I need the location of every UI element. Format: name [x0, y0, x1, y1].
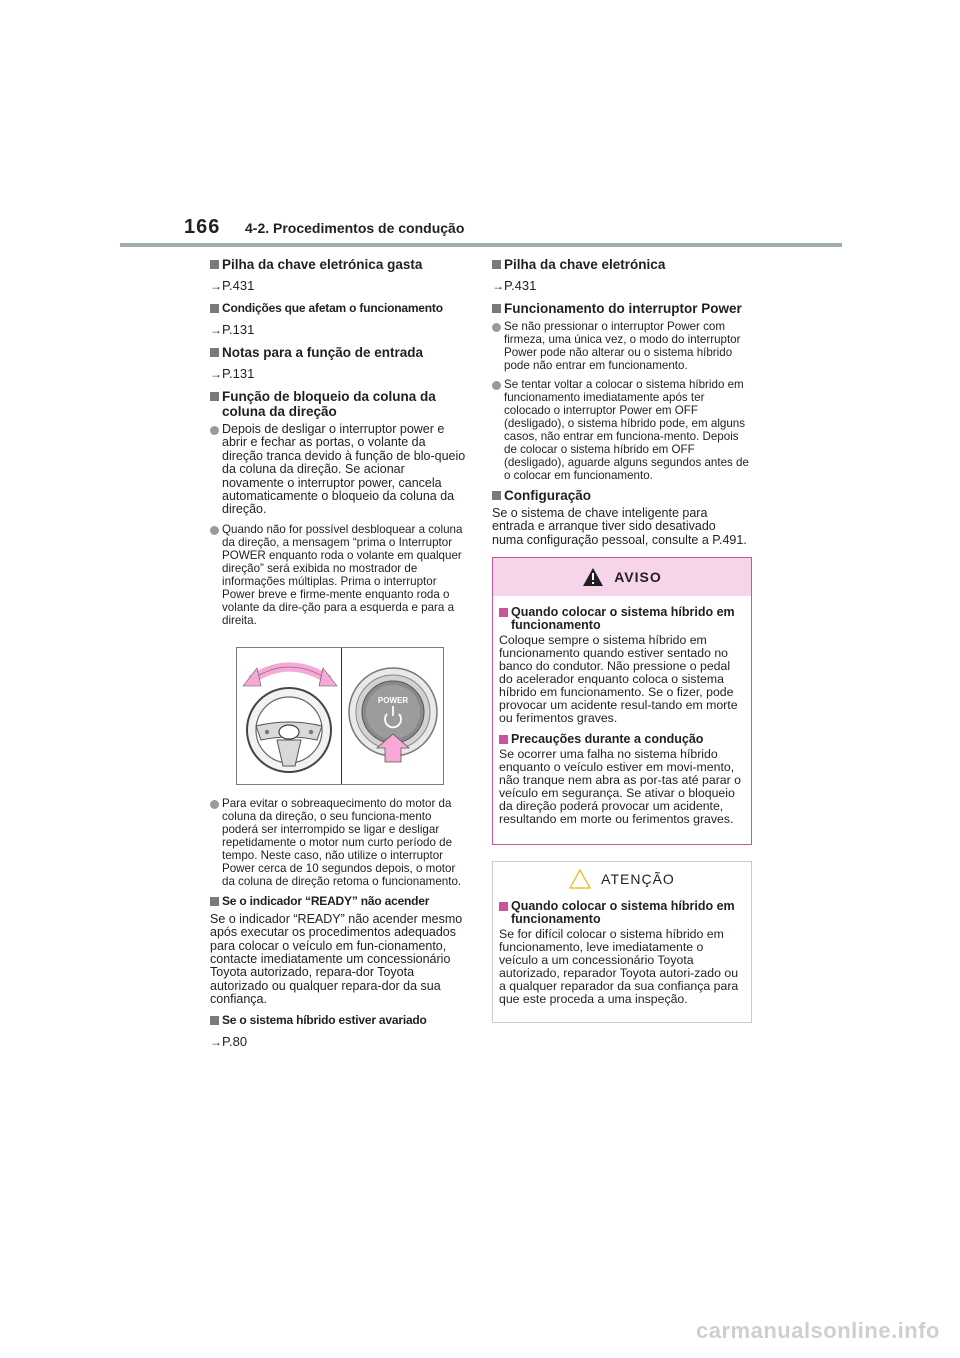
heading-text: Função de bloqueio da coluna da coluna da direção: [222, 389, 436, 419]
power-button-illustration: [343, 648, 443, 784]
square-bullet-icon: [492, 260, 501, 269]
caution-box: [492, 861, 752, 1023]
circle-bullet-icon: [210, 800, 219, 809]
square-bullet-icon: [210, 260, 219, 269]
paragraph: Se o sistema de chave inteligente para entrada e arranque tiver sido desativado numa configuração pessoal, consulte a P.491.: [492, 506, 747, 547]
square-bullet-icon: [210, 897, 219, 906]
heading-text: Se o indicador “READY” não acender: [222, 893, 430, 908]
heading-text: Funcionamento do interruptor Power: [504, 301, 742, 316]
watermark: carmanualsonline.info: [696, 1318, 940, 1343]
warning-box: [492, 557, 752, 845]
square-bullet-icon: [210, 304, 219, 313]
page-reference[interactable]: [492, 278, 750, 293]
heading-text: Pilha da chave eletrónica gasta: [222, 257, 423, 272]
arrow-icon: →: [210, 279, 222, 293]
page-number: 166: [184, 216, 221, 238]
heading-text: Condições que afetam o funcionamento: [222, 301, 443, 315]
caution-box-body: [493, 900, 751, 1022]
heading-configuration: [492, 488, 750, 503]
square-bullet-icon: [499, 902, 508, 911]
bullet-text: Para evitar o sobreaquecimento do motor da coluna da direção, o seu funciona-mento poderá ser interrompido se ligar e desligar repetidamente o motor num curto período de tempo. Neste caso, não utilize o interruptor Power cerca de 10 segundos depois, o motor da coluna de direção retoma o funcionamento.: [222, 796, 462, 888]
warning-box-title: AVISO: [614, 569, 662, 586]
arrow-icon: →: [210, 1034, 222, 1049]
bullet-text: Depois de desligar o interruptor power e abrir e fechar as portas, o volante da direção tranca devido à função de blo-queio da coluna da direção. Se acionar novamente o interruptor power, cancela automaticamente o bloqueio da coluna da direção.: [222, 422, 466, 517]
page-reference[interactable]: [210, 1034, 468, 1049]
arrow-icon: →: [492, 279, 504, 293]
bullet-item: [210, 523, 468, 627]
bullet-item: [492, 320, 750, 372]
square-bullet-icon: [499, 608, 508, 617]
square-bullet-icon: [210, 1016, 219, 1025]
heading-text: Notas para a função de entrada: [222, 345, 424, 360]
box-heading: [499, 606, 745, 632]
circle-bullet-icon: [210, 526, 219, 535]
box-text: Se ocorrer uma falha no sistema híbrido enquanto o veículo estiver em movi-mento, não tranque nem abra as por-tas até parar o veículo em segurança. Se ativar o bloqueio da direção poderá provocar um acidente, resultando em morte ou ferimentos graves.: [499, 747, 741, 827]
heading-text: Configuração: [504, 488, 592, 503]
circle-bullet-icon: [492, 323, 501, 332]
warning-box-header: [493, 558, 751, 596]
header-rule: [120, 243, 842, 247]
bullet-text: Se não pressionar o interruptor Power com firmeza, uma única vez, o modo do interruptor Power pode não alterar ou o sistema híbrido pode não entrar em funcionamento.: [504, 320, 741, 372]
heading-text: Pilha da chave eletrónica: [504, 257, 666, 272]
reference-text: P.431: [222, 278, 255, 293]
page-reference[interactable]: [210, 278, 468, 293]
circle-bullet-icon: [492, 381, 501, 390]
heading-key-battery: [492, 257, 750, 272]
box-text: Se for difícil colocar o sistema híbrido em funcionamento, leve imediatamente o veículo a um concessionário Toyota autorizado, reparador Toyota autori-zado ou a qualquer reparador da sua confiança para que este proceda a uma inspeção.: [499, 927, 739, 1007]
reference-text: P.131: [222, 366, 255, 381]
box-text: Coloque sempre o sistema híbrido em funcionamento quando estiver sentado no banco do condutor. Não pressione o pedal do acelerador enquanto coloca o sistema híbrido em funcionamento. Se o fizer, pode provocar um acidente resul-tando em morte ou ferimentos graves.: [499, 633, 738, 726]
circle-bullet-icon: [210, 426, 219, 435]
heading-power-switch-operation: [492, 301, 750, 316]
square-bullet-icon: [210, 348, 219, 357]
box-heading: [499, 733, 745, 746]
page-reference[interactable]: [210, 322, 468, 337]
section-title: 4-2. Procedimentos de condução: [245, 220, 465, 236]
caution-box-header: [493, 862, 751, 896]
heading-key-battery-low: [210, 257, 468, 272]
bullet-text: Quando não for possível desbloquear a coluna da direção, a mensagem “prima o Interruptor POWER enquanto roda o volante em qualquer direção” será exibida no mostrador de informações múltiplas. Prima o interruptor Power breve e firme-mente enquanto roda o volante da dire-ção para a esquerda e para a direita.: [222, 522, 463, 627]
bullet-text: Se tentar voltar a colocar o sistema híbrido em funcionamento imediatamente após ter colocado o interruptor Power em OFF (desligado), o sistema híbrido pode, em alguns casos, não entrar em funciona-mento. Depois de colocar o sistema híbrido em OFF (desligado), aguarde alguns segundos antes de o colocar em funcionamento.: [504, 378, 749, 482]
reference-text: P.80: [222, 1033, 248, 1049]
heading-entry-notes: [210, 345, 468, 360]
arrow-icon: →: [210, 367, 222, 381]
warning-box-body: [493, 596, 751, 844]
arrow-icon: →: [210, 323, 222, 337]
heading-hybrid-malfunction: [210, 1013, 468, 1028]
box-heading-text: Quando colocar o sistema híbrido em funcionamento: [511, 899, 735, 927]
heading-conditions: [210, 301, 468, 316]
page-reference[interactable]: [210, 366, 468, 381]
right-column: [492, 253, 750, 1023]
box-heading-text: Quando colocar o sistema híbrido em funcionamento: [511, 605, 735, 633]
square-bullet-icon: [210, 392, 219, 401]
bullet-item: [210, 797, 468, 888]
caution-triangle-icon: [569, 869, 591, 889]
reference-text: P.131: [222, 322, 255, 337]
bullet-item: [492, 378, 750, 482]
reference-text: P.431: [504, 278, 537, 293]
heading-text: Se o sistema híbrido estiver avariado: [222, 1012, 427, 1027]
steering-power-figure: [236, 647, 444, 785]
square-bullet-icon: [492, 491, 501, 500]
paragraph: Se o indicador “READY” não acender mesmo após executar os procedimentos adequados para colocar o veículo em fun-cionamento, contacte imediatamente um concessionário Toyota autorizado, repara-dor Toyota autorizado ou qualquer repara-dor da sua confiança.: [210, 911, 463, 1007]
figure-divider: [341, 648, 342, 784]
square-bullet-icon: [492, 304, 501, 313]
box-heading: [499, 900, 745, 926]
warning-triangle-icon: [582, 567, 604, 587]
box-heading-text: Precauções durante a condução: [511, 732, 704, 747]
heading-steering-lock: [210, 389, 468, 419]
heading-ready-indicator: [210, 894, 468, 909]
bullet-item: [210, 423, 468, 517]
caution-box-title: ATENÇÃO: [601, 871, 675, 888]
square-bullet-icon: [499, 735, 508, 744]
left-column: [210, 253, 468, 1057]
